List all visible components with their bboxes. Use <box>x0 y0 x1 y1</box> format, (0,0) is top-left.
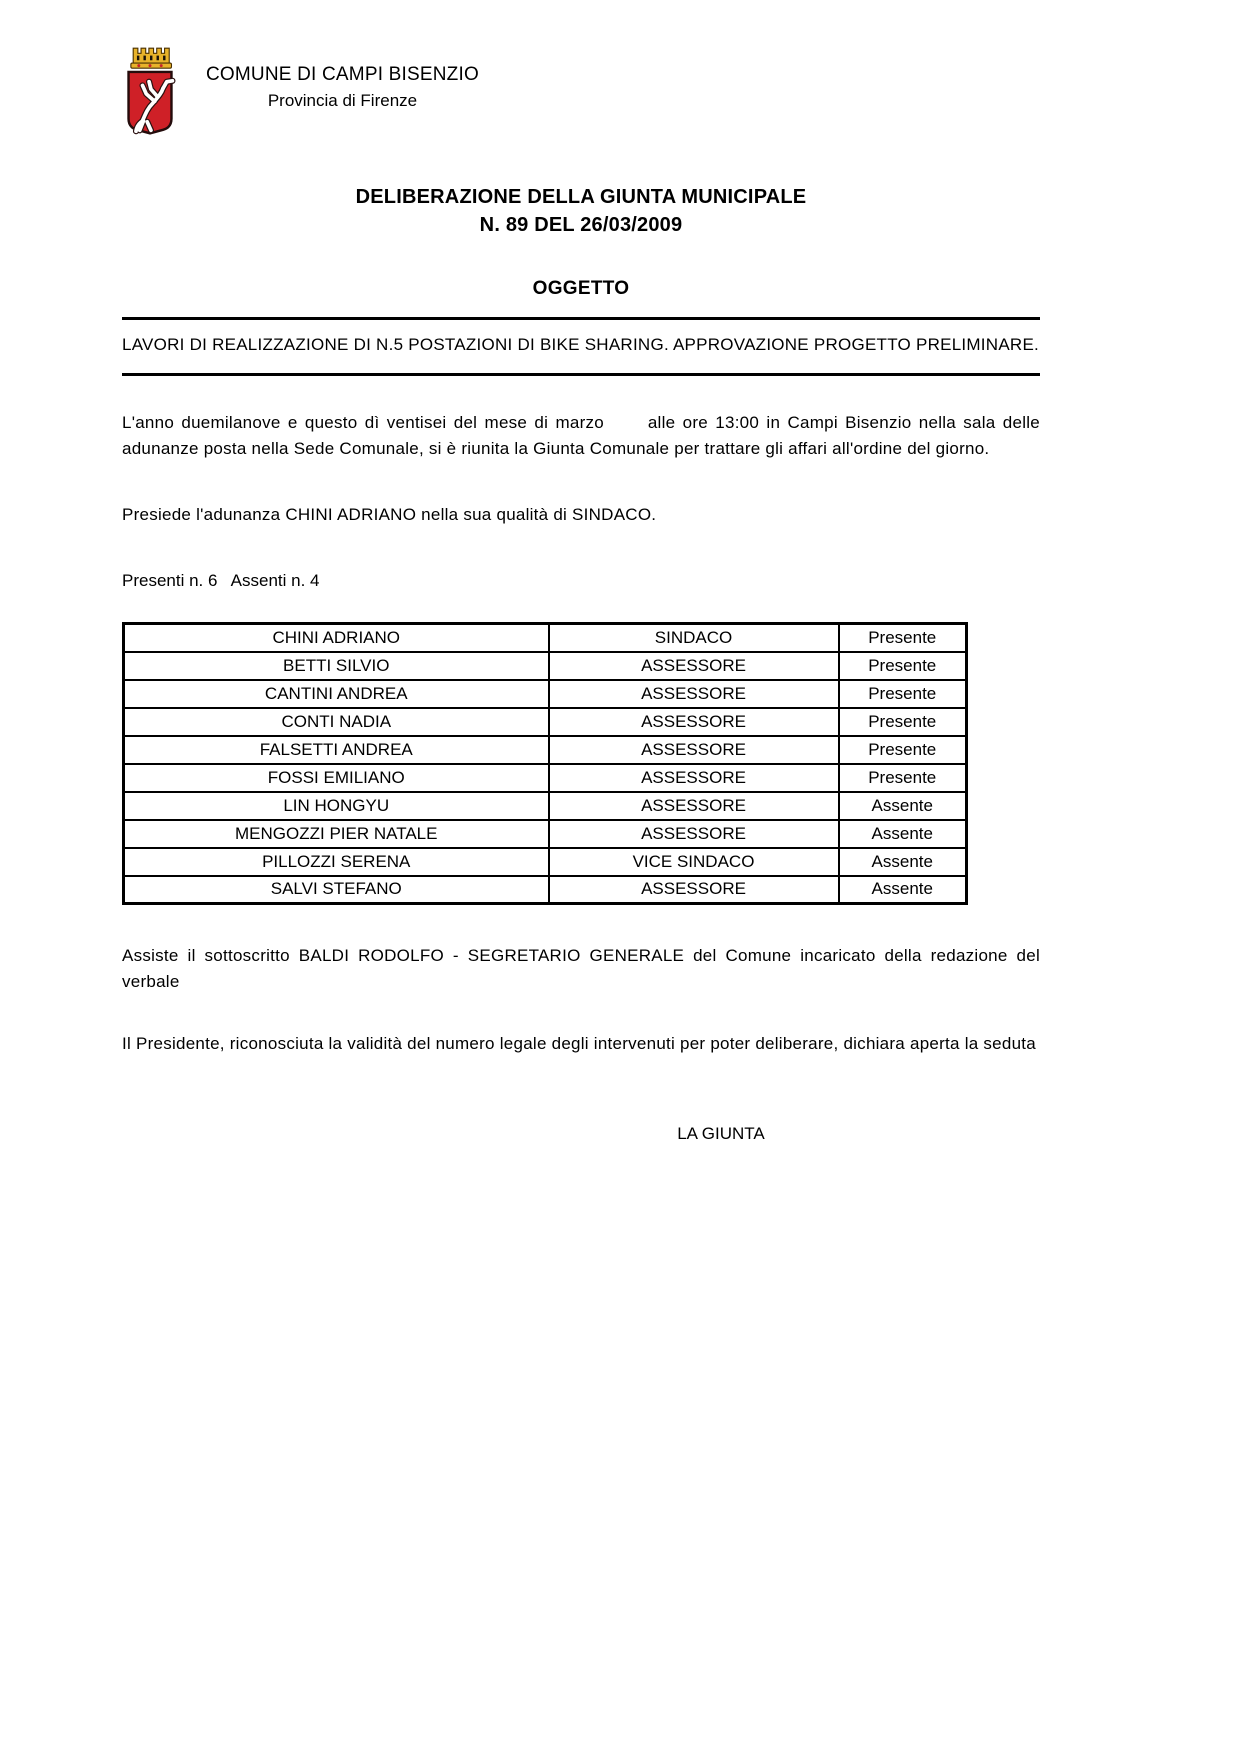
member-name-cell: CONTI NADIA <box>124 708 549 736</box>
table-row <box>124 680 967 708</box>
member-role-cell: ASSESSORE <box>549 792 839 820</box>
member-role-cell: ASSESSORE <box>549 680 839 708</box>
member-name-cell: BETTI SILVIO <box>124 652 549 680</box>
subject-divider-bottom <box>122 373 1040 376</box>
table-row <box>124 764 967 792</box>
document-title-line1: DELIBERAZIONE DELLA GIUNTA MUNICIPALE <box>355 186 807 208</box>
table-row <box>124 876 967 904</box>
member-name-cell: PILLOZZI SERENA <box>124 848 549 876</box>
table-row <box>124 652 967 680</box>
header-text-block <box>206 62 479 114</box>
subject-text: LAVORI DI REALIZZAZIONE DI N.5 POSTAZIONI DI BIKE SHARING. APPROVAZIONE PROGETTO PRELIMINARE. <box>122 335 1040 354</box>
table-row <box>124 708 967 736</box>
attendance-summary: Presenti n. 6 Assenti n. 4 <box>122 571 320 590</box>
coat-of-arms-icon <box>122 42 178 147</box>
member-status-cell: Assente <box>839 820 967 848</box>
member-role-cell: ASSESSORE <box>549 876 839 904</box>
province-name: Provincia di Firenze <box>267 91 418 110</box>
document-title-line2: N. 89 DEL 26/03/2009 <box>479 214 683 236</box>
document-title <box>122 183 1040 239</box>
table-row <box>124 792 967 820</box>
president-paragraph: Presiede l'adunanza CHINI ADRIANO nella sua qualità di SINDACO. <box>122 505 657 524</box>
member-name-cell: LIN HONGYU <box>124 792 549 820</box>
member-role-cell: ASSESSORE <box>549 820 839 848</box>
member-name-cell: FOSSI EMILIANO <box>124 764 549 792</box>
member-status-cell: Assente <box>839 848 967 876</box>
document-header <box>122 42 1040 147</box>
member-status-cell: Presente <box>839 708 967 736</box>
member-status-cell: Presente <box>839 680 967 708</box>
secretary-paragraph: Assiste il sottoscritto BALDI RODOLFO - SEGRETARIO GENERALE del Comune incaricato della redazione del verbale <box>122 946 1045 991</box>
member-status-cell: Presente <box>839 764 967 792</box>
member-role-cell: ASSESSORE <box>549 708 839 736</box>
member-name-cell: SALVI STEFANO <box>124 876 549 904</box>
session-paragraph: L'anno duemilanove e questo dì ventisei del mese di marzo alle ore 13:00 in Campi Bisenzio nella sala delle adunanze posta nella Sede Comunale, si è riunita la Giunta Comunale per trattare gli affari all'ordine del giorno. <box>122 413 1045 458</box>
giunta-heading: LA GIUNTA <box>677 1124 765 1143</box>
opening-paragraph: Il Presidente, riconosciuta la validità del numero legale degli intervenuti per poter deliberare, dichiara aperta la seduta <box>122 1034 1036 1053</box>
member-name-cell: CANTINI ANDREA <box>124 680 549 708</box>
municipality-name: COMUNE DI CAMPI BISENZIO <box>206 64 479 85</box>
member-role-cell: SINDACO <box>549 624 839 652</box>
member-name-cell: MENGOZZI PIER NATALE <box>124 820 549 848</box>
table-row <box>124 624 967 652</box>
member-role-cell: ASSESSORE <box>549 652 839 680</box>
member-status-cell: Presente <box>839 624 967 652</box>
member-status-cell: Presente <box>839 652 967 680</box>
member-name-cell: FALSETTI ANDREA <box>124 736 549 764</box>
member-role-cell: ASSESSORE <box>549 736 839 764</box>
member-status-cell: Assente <box>839 876 967 904</box>
attendance-table <box>122 622 968 905</box>
member-name-cell: CHINI ADRIANO <box>124 624 549 652</box>
member-status-cell: Presente <box>839 736 967 764</box>
member-status-cell: Assente <box>839 792 967 820</box>
table-row <box>124 820 967 848</box>
table-row <box>124 848 967 876</box>
subject-heading: OGGETTO <box>532 278 630 299</box>
member-role-cell: ASSESSORE <box>549 764 839 792</box>
member-role-cell: VICE SINDACO <box>549 848 839 876</box>
table-row <box>124 736 967 764</box>
